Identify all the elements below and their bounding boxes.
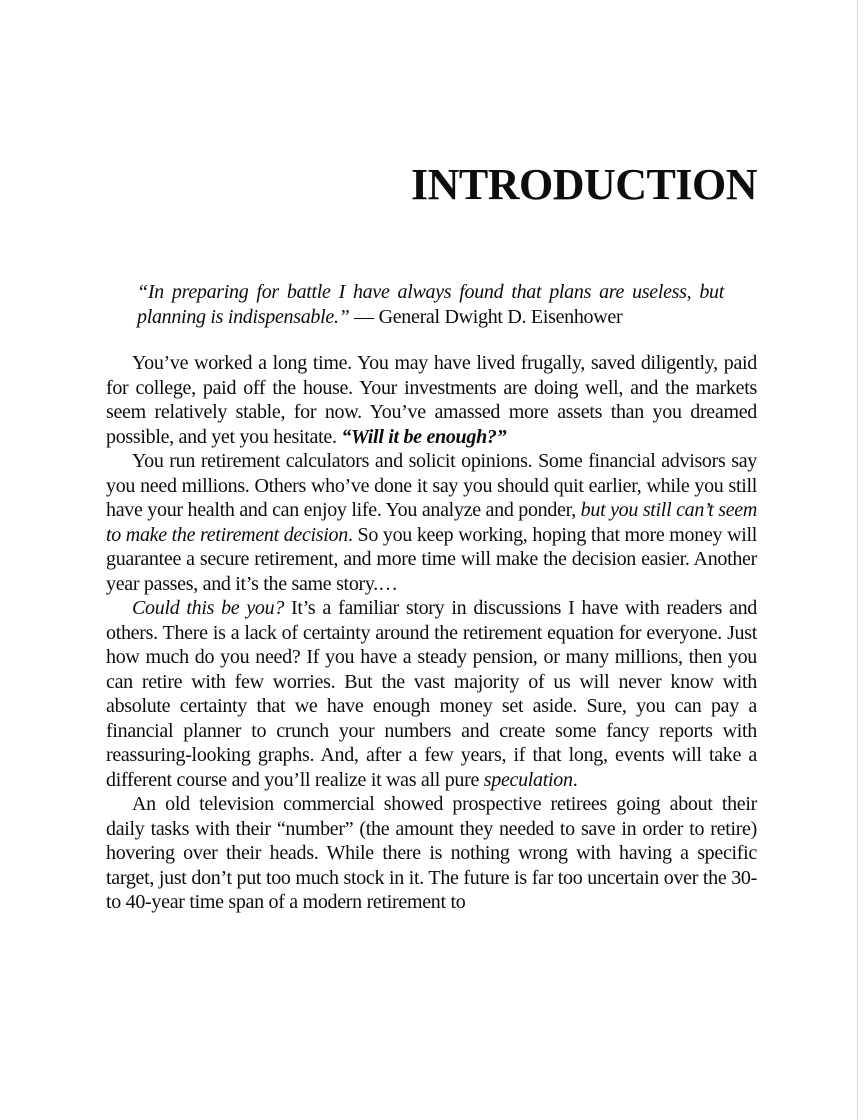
paragraph-segment: You run retirement calculators and solicit opinions. Some financial advisors say you need millions. Others who’ve done it say you should quit earlier, while you still have your health and can enjoy life. You analyze and ponder,	[106, 450, 757, 521]
epigraph-separator: —	[349, 305, 379, 328]
epigraph-attribution: General Dwight D. Eisenhower	[378, 305, 623, 328]
paragraph-segment: “Will it be enough?”	[341, 425, 507, 448]
body-paragraphs	[106, 351, 757, 915]
page-edge-line	[857, 0, 858, 1120]
text-column	[106, 0, 757, 915]
paragraph-segment: . So you keep working, hoping that more money will guarantee a secure retirement, and more time will make the decision easier. Another year passes, and it’s the same story.…	[106, 523, 757, 595]
paragraph	[106, 792, 757, 915]
paragraph	[106, 449, 757, 596]
paragraph-segment: It’s a familiar story in discussions I have with readers and others. There is a lack of certainty around the retirement equation for everyone. Just how much do you need? If you have a steady pension, or many millions, then you can retire with few worries. But the vast majority of us will never know with absolute certainty that we have enough money set aside. Sure, you can pay a financial planner to crunch your numbers and create some fancy reports with reassuring-looking graphs. And, after a few years, if that long, events will take a different course and you’ll realize it was all pure	[106, 597, 757, 791]
paragraph-segment: You’ve worked a long time. You may have lived frugally, saved diligently, paid for college, paid off the house. Your investments are doing well, and the markets seem relatively stable, for now. You’ve amassed more assets than you dreamed possible, and yet you hesitate.	[106, 352, 757, 448]
paragraph-segment: .	[572, 768, 578, 791]
paragraph-segment: An old television commercial showed prospective retirees going about their daily tasks with their “number” (the amount they needed to save in order to retire) hovering over their heads. While there is nothing wrong with having a specific target, just don’t put too much stock in it. The future is far too uncertain over the 30- to 40-year time span of a modern retirement to	[106, 793, 757, 913]
paragraph-segment: Could this be you?	[132, 597, 285, 619]
epigraph	[137, 280, 724, 329]
paragraph	[106, 351, 757, 449]
epigraph-quote-text: “In preparing for battle I have always found that plans are useless, but planning is indispensable.”	[137, 281, 724, 328]
paragraph-segment: speculation	[483, 768, 573, 791]
paragraph	[106, 596, 757, 792]
paragraph-segment: but you still can’t seem to make the retirement decision	[106, 499, 757, 546]
chapter-title: INTRODUCTION	[410, 160, 757, 209]
